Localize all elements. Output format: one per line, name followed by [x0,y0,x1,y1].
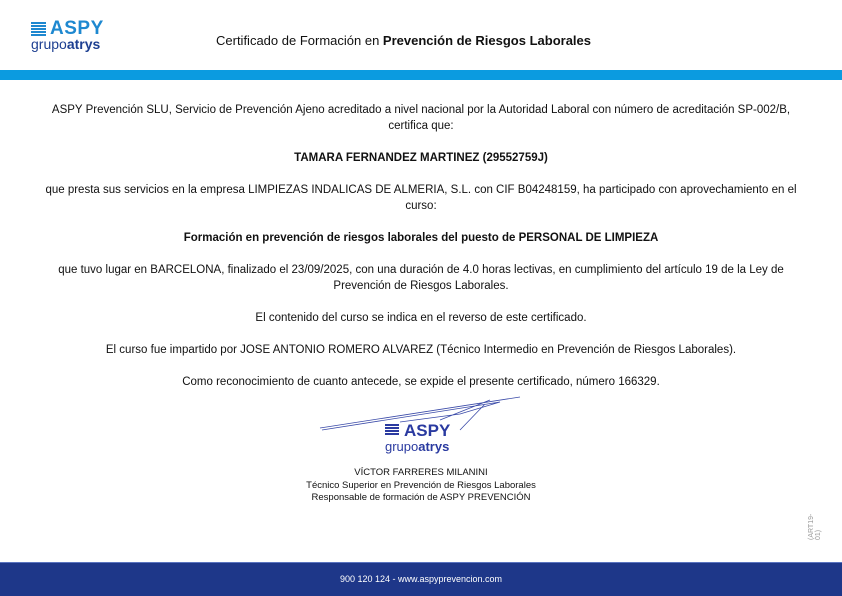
svg-text:grupoatrys: grupoatrys [385,439,450,454]
aspy-logo [31,20,104,52]
certificate-number-text: Como reconocimiento de cuanto antecede, se expide el presente certificado, número 166329. [182,376,660,388]
logo-group-name: atrys [66,36,101,52]
signature-scribble-icon [300,392,540,457]
footer [0,562,842,596]
title-prefix: Certificado de Formación en [216,33,383,48]
signatory-role: Técnico Superior en Prevención de Riesgos Laborales [306,479,536,491]
logo-group-prefix: grupo [31,36,67,52]
signatory-block [250,467,592,505]
document-title [216,33,591,48]
course-name: Formación en prevención de riesgos laborales del puesto de PERSONAL DE LIMPIEZA [183,232,659,244]
signatory-name: VÍCTOR FARRERES MILANINI [354,467,488,478]
signatory-position: Responsable de formación de ASPY PREVENCIÓN [311,492,531,503]
title-bold: Prevención de Riesgos Laborales [382,33,591,48]
logo-bars-icon [31,22,46,36]
logo-brand: ASPY [50,18,104,39]
company-text: que presta sus servicios en la empresa LIMPIEZAS INDALICAS DE ALMERIA, S.L. con CIF B04248159, ha participado con aprovechamiento en el curso: [45,184,797,212]
course-details: que tuvo lugar en BARCELONA, finalizado el 23/09/2025, con una duración de 4.0 horas lectivas, en cumplimiento del artículo 19 de la Ley de Prevención de Riesgos Laborales. [58,264,784,292]
recipient-name: TAMARA FERNANDEZ MARTINEZ (29552759J) [294,152,548,164]
accreditation-text: ASPY Prevención SLU, Servicio de Prevención Ajeno acreditado a nivel nacional por la Autoridad Laboral con número de acreditación SP-002/B, certifica que: [51,104,791,132]
document-code: (ART19-01) [808,513,822,540]
instructor-text: El curso fue impartido por JOSE ANTONIO ROMERO ALVAREZ (Técnico Intermedio en Prevención de Riesgos Laborales). [105,344,737,356]
header-divider [0,70,842,80]
content-note: El contenido del curso se indica en el reverso de este certificado. [255,312,587,324]
svg-text:ASPY: ASPY [404,421,451,440]
signature-stamp [300,392,540,457]
certificate-body [40,102,802,406]
footer-contact: 900 120 124 - www.aspyprevencion.com [339,574,503,584]
